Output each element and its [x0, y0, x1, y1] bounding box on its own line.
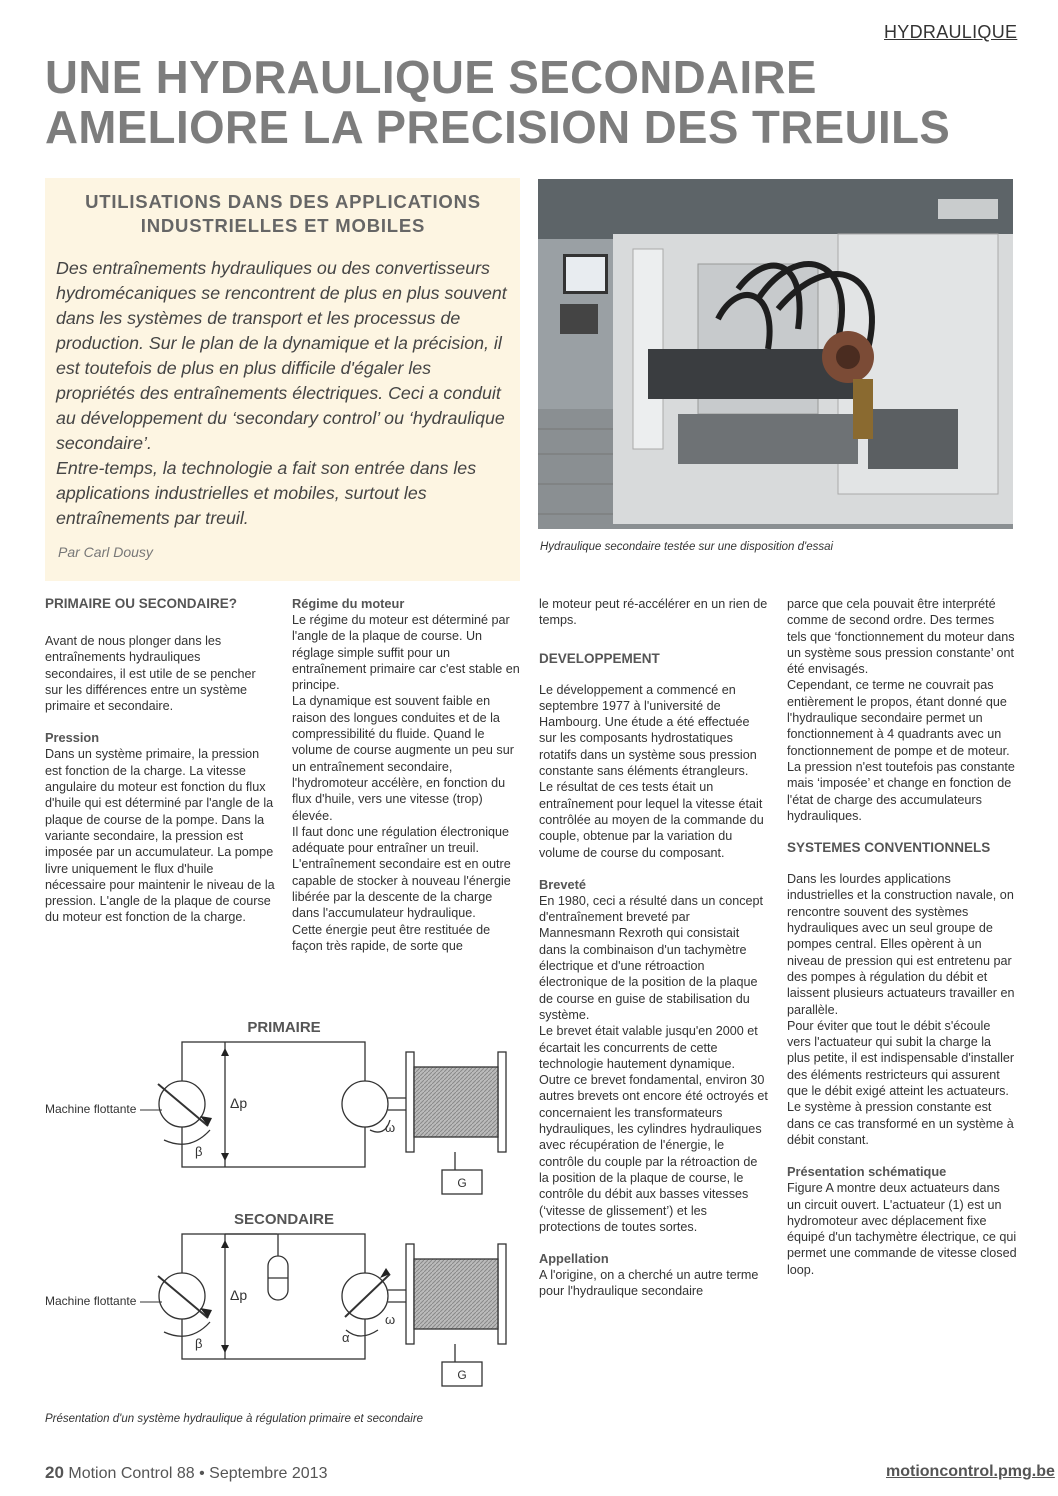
paragraph: Le brevet était valable jusqu'en 2000 et écartait les concurrents de cette technologie hautement dynamique. Outre ce brevet fondamental, environ 30 autres brevets ont encore été octroyés et concernaient les transformateurs hydrauliques, les cylindres hydrauliques avec récupération de l'énergie, le contrôle du couple par la rétroaction de la position de la plaque de course, le contrôle du débit aux basses vitesses (‘vitesse de glissement’) et les protections de toutes sortes.	[539, 1024, 768, 1234]
g-label-2: G	[457, 1368, 467, 1382]
paragraph: Dans les lourdes applications industrielles et la construction navale, on rencontre souvent des systèmes hydrauliques avec un seul groupe de pompes central. Elles opèrent à un niveau de pression qui est entretenu par des pompes à régulation du débit et laissent plusieurs actuateurs travailler en parallèle.	[787, 872, 1015, 1017]
page-number: 20	[45, 1463, 64, 1482]
hydraulic-schematic	[40, 1012, 530, 1407]
byline: Par Carl Dousy	[58, 544, 153, 560]
intro-paragraph-2: Entre-temps, la technologie a fait son entrée dans les applications industrielles et mobiles, surtout les entraînements par treuil.	[56, 458, 477, 528]
subheading-brevete: Breveté	[539, 876, 586, 892]
footer-url-link[interactable]: motioncontrol.pmg.be	[886, 1463, 1055, 1480]
omega-1: ω	[385, 1120, 396, 1135]
machine-label-2: Machine flottante	[45, 1294, 137, 1308]
secondaire-label: SECONDAIRE	[233, 1211, 335, 1228]
alpha: α	[342, 1330, 350, 1345]
delta-p-2: Δp	[230, 1287, 248, 1303]
footer-page-info	[45, 1463, 327, 1483]
test-rig-photo	[538, 179, 1013, 529]
paragraph: Avant de nous plonger dans les entraînements hydrauliques secondaires, il est utile de se pencher sur les différences entre un système primaire et secondaire.	[45, 634, 256, 714]
subheading-pression: Pression	[45, 730, 100, 746]
primary-drum-flange-right	[498, 1052, 506, 1152]
paragraph: parce que cela pouvait être interprété comme de second ordre. Des termes tels que ‘fonctionnement du moteur dans un système sous pression constante’ ont été envisagés.	[787, 597, 1015, 677]
paragraph: En 1980, ceci a résulté dans un concept d'entraînement breveté par Mannesmann Rexroth qui consistait dans la combinaison d'un tachymètre électrique et d'une rétroaction électronique de la position de la plaque de course en guise de stabilisation du système.	[539, 893, 764, 1022]
primary-drum	[414, 1067, 498, 1137]
secondary-drum-flange-right	[498, 1244, 506, 1344]
machine-label-1: Machine flottante	[45, 1102, 137, 1116]
subheading-regime: Régime du moteur	[292, 596, 405, 611]
heading-primaire: PRIMAIRE OU SECONDAIRE?	[45, 596, 238, 611]
article-column-2	[292, 596, 522, 954]
article-column-4	[787, 596, 1017, 1278]
title-line-1: UNE HYDRAULIQUE SECONDAIRE	[45, 51, 817, 103]
diagram-caption: Présentation d'un système hydraulique à régulation primaire et secondaire	[45, 1413, 424, 1425]
paragraph: le moteur peut ré-accélérer en un rien de temps.	[539, 597, 768, 628]
test-rig-illustration	[538, 179, 1013, 529]
primary-motor-symbol	[342, 1081, 388, 1127]
article-column-3	[539, 596, 769, 1300]
subheading-presentation: Présentation schématique	[787, 1164, 947, 1180]
hydraulic-diagram	[40, 1012, 530, 1407]
paragraph: La dynamique est souvent faible en raison des longues conduites et de la compressibilité du fluide. Quand le volume de course augmente un peu sur un entraînement secondaire, l'hydromoteur accélère, en fonction du flux d'huile, vers une vitesse (trop) élevée.	[292, 694, 514, 823]
omega-2: ω	[385, 1312, 396, 1327]
page-title	[45, 52, 1015, 152]
heading-developpement: DEVELOPPEMENT	[539, 650, 660, 666]
paragraph: Il faut donc une régulation électronique adéquate pour entraîner un treuil. L'entraînement secondaire est en outre capable de stocker à nouveau l'énergie libérée par la descente de la charge dans l'accumulateur hydraulique.	[292, 824, 511, 921]
paragraph: Cette énergie peut être restituée de façon très rapide, de sorte que	[292, 922, 491, 953]
secondary-drum	[414, 1259, 498, 1329]
beta-2: β	[195, 1336, 203, 1351]
paragraph: Le régime du moteur est déterminé par l'angle de la plaque de course. Un réglage simple suffit pour un entraînement primaire car c'est stable en principe.	[292, 613, 520, 693]
paragraph: Le développement a commencé en septembre 1977 à l'université de Hambourg. Une étude a été effectuée sur les composants hydrostatiques rotatifs dans un système sous pression constante sans éléments étrangleurs.	[539, 682, 757, 779]
primaire-label: PRIMAIRE	[247, 1019, 321, 1036]
heading-systemes: SYSTEMES CONVENTIONNELS	[787, 840, 991, 856]
intro-heading: UTILISATIONS DANS DES APPLICATIONS INDUSTRIELLES ET MOBILES	[85, 191, 481, 236]
section-label: HYDRAULIQUE	[884, 22, 1018, 42]
article-column-1	[45, 596, 275, 926]
paragraph: La pression n'est toutefois pas constante mais ‘imposée’ et change en fonction de l'état de charge des accumulateurs hydrauliques.	[787, 759, 1015, 823]
paragraph: Cependant, ce terme ne couvrait pas entièrement le propos, étant donné que l'hydraulique secondaire permet un fonctionnement à 4 quadrants avec un fonctionnement de pompe et de moteur.	[787, 678, 1010, 758]
paragraph: Pour éviter que tout le débit s'écoule vers l'actuateur qui subit la charge la plus petite, il est indispensable d'installer des éléments restricteurs qui assurent que le débit exigé atteint les actuateurs. Le système à pression constante est dans ce cas transformé en un système à débit constant.	[787, 1018, 1015, 1147]
photo-caption: Hydraulique secondaire testée sur une disposition d'essai	[540, 541, 834, 553]
beta-1: β	[195, 1144, 203, 1159]
intro-paragraph-1: Des entraînements hydrauliques ou des convertisseurs hydromécaniques se rencontrent de plus en plus souvent dans les systèmes de transport et les processus de production. Sur le plan de la dynamique et la précision, il est toutefois de plus en plus difficile d'égaler les propriétés des entraînements électriques. Ceci a conduit au développement du ‘secondary control’ ou ‘hydraulique secondaire’.	[56, 258, 507, 453]
paragraph: Figure A montre deux actuateurs dans un circuit ouvert. L'actuateur (1) est un hydromoteur avec déplacement fixe équipé d'un tachymètre électrique, ce qui permet une commande de vitesse closed loop.	[787, 1181, 1017, 1277]
primary-circuit-lines	[182, 1042, 365, 1167]
secondary-drum-flange-left	[406, 1244, 414, 1344]
g-label-1: G	[457, 1176, 467, 1190]
issue-info: Motion Control 88 • Septembre 2013	[68, 1465, 328, 1482]
subheading-appellation: Appellation	[539, 1251, 609, 1267]
paragraph: Dans un système primaire, la pression est fonction de la charge. La vitesse angulaire du moteur est fonction du flux d'huile qui est déterminé par l'angle de la plaque de course de la pompe. Dans la variante secondaire, la pression est imposée par un accumulateur. La pompe livre uniquement le flux d'huile nécessaire pour maintenir le niveau de la pression. L'angle de la plaque de course du moteur est fonction de la charge.	[45, 747, 275, 925]
paragraph: Le résultat de ces tests était un entraînement pour lequel la vitesse était contrôlée au moyen de la commande du couple, obtenue par la variation du volume de course du composant.	[539, 780, 764, 860]
delta-p-1: Δp	[230, 1095, 248, 1111]
paragraph: A l'origine, on a cherché un autre terme pour l'hydraulique secondaire	[539, 1268, 759, 1299]
intro-text	[56, 256, 511, 531]
title-line-2: AMELIORE LA PRECISION DES TREUILS	[45, 101, 951, 153]
primary-drum-flange-left	[406, 1052, 414, 1152]
